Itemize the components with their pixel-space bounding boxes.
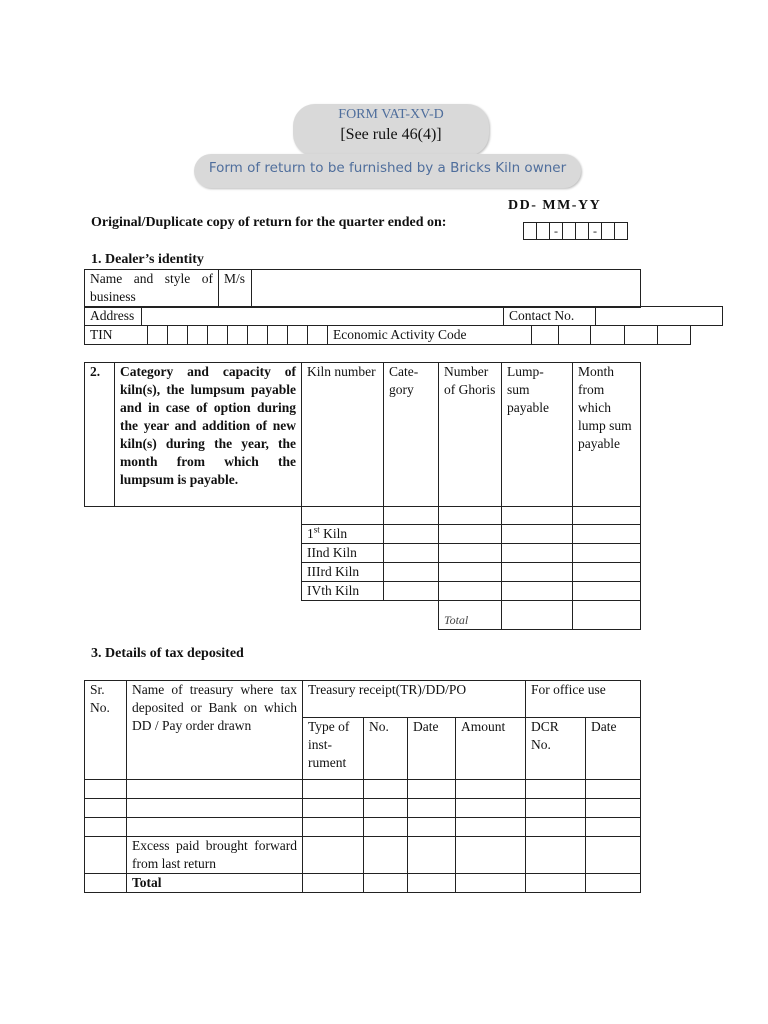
kiln-total-cell[interactable] bbox=[502, 601, 573, 630]
tin-digit-box[interactable] bbox=[288, 326, 308, 345]
date-format-label: DD- MM-YY bbox=[508, 198, 602, 213]
table-cell[interactable] bbox=[586, 817, 641, 836]
table-cell[interactable] bbox=[85, 798, 127, 817]
table-cell[interactable] bbox=[408, 779, 456, 798]
table-cell[interactable] bbox=[408, 817, 456, 836]
kiln-cell[interactable] bbox=[502, 525, 573, 544]
activity-code-box[interactable] bbox=[532, 326, 559, 345]
col-ghoris: Number of Ghoris bbox=[439, 363, 502, 507]
table-cell[interactable] bbox=[526, 817, 586, 836]
tin-digit-box[interactable] bbox=[248, 326, 268, 345]
name-field[interactable] bbox=[252, 270, 641, 308]
form-number: FORM VAT-XV-D bbox=[338, 107, 444, 122]
table-cell[interactable] bbox=[127, 779, 303, 798]
activity-code-box[interactable] bbox=[559, 326, 591, 345]
kiln-cell[interactable] bbox=[502, 582, 573, 601]
table-cell[interactable] bbox=[303, 779, 364, 798]
activity-code-box[interactable] bbox=[625, 326, 658, 345]
form-rule: [See rule 46(4)] bbox=[340, 126, 442, 143]
kiln-row bbox=[85, 525, 641, 544]
tin-digit-box[interactable] bbox=[228, 326, 248, 345]
tin-label: TIN bbox=[85, 326, 148, 345]
tin-digit-box[interactable] bbox=[268, 326, 288, 345]
kiln-cell[interactable] bbox=[573, 582, 641, 601]
kiln-cell[interactable] bbox=[573, 507, 641, 525]
section2-number: 2. bbox=[85, 363, 115, 507]
kiln-cell[interactable] bbox=[439, 563, 502, 582]
kiln-cell[interactable] bbox=[384, 507, 439, 525]
table-cell[interactable] bbox=[303, 873, 364, 892]
address-label: Address bbox=[85, 307, 142, 326]
total-row bbox=[85, 873, 641, 892]
table-cell[interactable] bbox=[586, 873, 641, 892]
kiln-name: 1st Kiln bbox=[302, 525, 384, 544]
col-office-date: Date bbox=[586, 717, 641, 779]
kiln-total-label: Total bbox=[439, 601, 502, 630]
col-category: Cate- gory bbox=[384, 363, 439, 507]
date-box[interactable] bbox=[575, 222, 589, 240]
kiln-name: IInd Kiln bbox=[302, 544, 384, 563]
table-row bbox=[85, 798, 641, 817]
contact-field[interactable] bbox=[596, 307, 723, 326]
table-cell[interactable] bbox=[303, 817, 364, 836]
quarter-date-boxes[interactable] bbox=[524, 222, 628, 240]
col-office-use: For office use bbox=[526, 681, 641, 718]
tin-digit-box[interactable] bbox=[188, 326, 208, 345]
section1-heading: 1. Dealer’s identity bbox=[91, 252, 204, 267]
kiln-table bbox=[84, 362, 641, 630]
kiln-total-row bbox=[85, 601, 641, 630]
col-instrument-type: Type of inst- rument bbox=[303, 717, 364, 779]
table-row bbox=[85, 779, 641, 798]
date-box[interactable] bbox=[601, 222, 615, 240]
table-cell[interactable] bbox=[526, 798, 586, 817]
total-label: Total bbox=[127, 873, 303, 892]
kiln-row bbox=[85, 563, 641, 582]
kiln-cell[interactable] bbox=[384, 582, 439, 601]
kiln-cell[interactable] bbox=[384, 563, 439, 582]
kiln-cell[interactable] bbox=[573, 544, 641, 563]
table-cell[interactable] bbox=[127, 817, 303, 836]
kiln-cell[interactable] bbox=[573, 525, 641, 544]
kiln-cell[interactable] bbox=[439, 544, 502, 563]
table-cell[interactable] bbox=[456, 798, 526, 817]
excess-label: Excess paid brought forward from last return bbox=[127, 836, 303, 873]
tin-digit-box[interactable] bbox=[208, 326, 228, 345]
table-cell[interactable] bbox=[364, 779, 408, 798]
address-field[interactable] bbox=[142, 307, 504, 326]
col-dcr-no: DCR No. bbox=[526, 717, 586, 779]
tin-digit-box[interactable] bbox=[168, 326, 188, 345]
col-kiln-number: Kiln number bbox=[302, 363, 384, 507]
tin-table bbox=[84, 325, 691, 345]
kiln-cell[interactable] bbox=[502, 563, 573, 582]
table-cell[interactable] bbox=[526, 779, 586, 798]
table-cell[interactable] bbox=[127, 798, 303, 817]
col-no: No. bbox=[364, 717, 408, 779]
tin-digit-box[interactable] bbox=[148, 326, 168, 345]
kiln-row bbox=[85, 544, 641, 563]
table-cell[interactable] bbox=[456, 873, 526, 892]
tax-deposited-table bbox=[84, 680, 641, 893]
date-separator: - bbox=[588, 222, 602, 240]
table-cell[interactable] bbox=[456, 817, 526, 836]
table-cell[interactable] bbox=[85, 779, 127, 798]
table-row bbox=[85, 817, 641, 836]
kiln-cell[interactable] bbox=[439, 582, 502, 601]
activity-code-box[interactable] bbox=[658, 326, 691, 345]
col-month: Month from which lump sum payable bbox=[573, 363, 641, 507]
contact-label: Contact No. bbox=[504, 307, 596, 326]
table-cell[interactable] bbox=[364, 873, 408, 892]
col-date: Date bbox=[408, 717, 456, 779]
table-cell[interactable] bbox=[526, 873, 586, 892]
table-cell[interactable] bbox=[364, 798, 408, 817]
dealer-identity-table bbox=[84, 269, 641, 308]
col-lumpsum: Lump- sum payable bbox=[502, 363, 573, 507]
kiln-cell[interactable] bbox=[302, 507, 384, 525]
col-treasury-receipt: Treasury receipt(TR)/DD/PO bbox=[303, 681, 526, 718]
date-box[interactable] bbox=[536, 222, 550, 240]
kiln-total-cell[interactable] bbox=[573, 601, 641, 630]
table-cell[interactable] bbox=[85, 873, 127, 892]
table-cell[interactable] bbox=[303, 798, 364, 817]
col-amount: Amount bbox=[456, 717, 526, 779]
excess-row bbox=[85, 836, 641, 873]
date-box[interactable] bbox=[614, 222, 628, 240]
kiln-cell[interactable] bbox=[439, 525, 502, 544]
table-cell[interactable] bbox=[408, 836, 456, 873]
quarter-label: Original/Duplicate copy of return for the quarter ended on: bbox=[91, 215, 447, 230]
table-cell[interactable] bbox=[586, 779, 641, 798]
table-cell[interactable] bbox=[85, 836, 127, 873]
section3-heading: 3. Details of tax deposited bbox=[91, 646, 244, 661]
table-cell[interactable] bbox=[586, 836, 641, 873]
table-cell[interactable] bbox=[586, 798, 641, 817]
address-table bbox=[84, 306, 723, 326]
table-cell[interactable] bbox=[456, 779, 526, 798]
table-cell[interactable] bbox=[456, 836, 526, 873]
kiln-name: IIIrd Kiln bbox=[302, 563, 384, 582]
activity-code-label: Economic Activity Code bbox=[328, 326, 532, 345]
kiln-cell[interactable] bbox=[502, 544, 573, 563]
table-cell[interactable] bbox=[85, 817, 127, 836]
kiln-cell[interactable] bbox=[439, 507, 502, 525]
kiln-cell[interactable] bbox=[573, 563, 641, 582]
table-cell[interactable] bbox=[526, 836, 586, 873]
kiln-cell[interactable] bbox=[502, 507, 573, 525]
date-separator: - bbox=[549, 222, 563, 240]
table-cell[interactable] bbox=[303, 836, 364, 873]
table-cell[interactable] bbox=[408, 873, 456, 892]
date-box[interactable] bbox=[562, 222, 576, 240]
kiln-name: IVth Kiln bbox=[302, 582, 384, 601]
kiln-cell[interactable] bbox=[384, 544, 439, 563]
kiln-row bbox=[85, 582, 641, 601]
kiln-cell[interactable] bbox=[384, 525, 439, 544]
table-cell[interactable] bbox=[364, 836, 408, 873]
name-label: Name and style of business bbox=[85, 270, 219, 308]
table-cell[interactable] bbox=[408, 798, 456, 817]
tin-digit-box[interactable] bbox=[308, 326, 328, 345]
form-subtitle: Form of return to be furnished by a Bricks Kiln owner bbox=[208, 160, 567, 176]
table-cell[interactable] bbox=[364, 817, 408, 836]
section2-description: Category and capacity of kiln(s), the lumpsum payable and in case of option during the year and addition of new kiln(s) during the year, the month from which the lumpsum is payable. bbox=[115, 363, 302, 507]
date-box[interactable] bbox=[523, 222, 537, 240]
ms-label: M/s bbox=[219, 270, 252, 308]
activity-code-box[interactable] bbox=[591, 326, 625, 345]
col-treasury-name: Name of treasury where tax deposited or Bank on which DD / Pay order drawn bbox=[127, 681, 303, 780]
col-sr-no: Sr. No. bbox=[85, 681, 127, 718]
